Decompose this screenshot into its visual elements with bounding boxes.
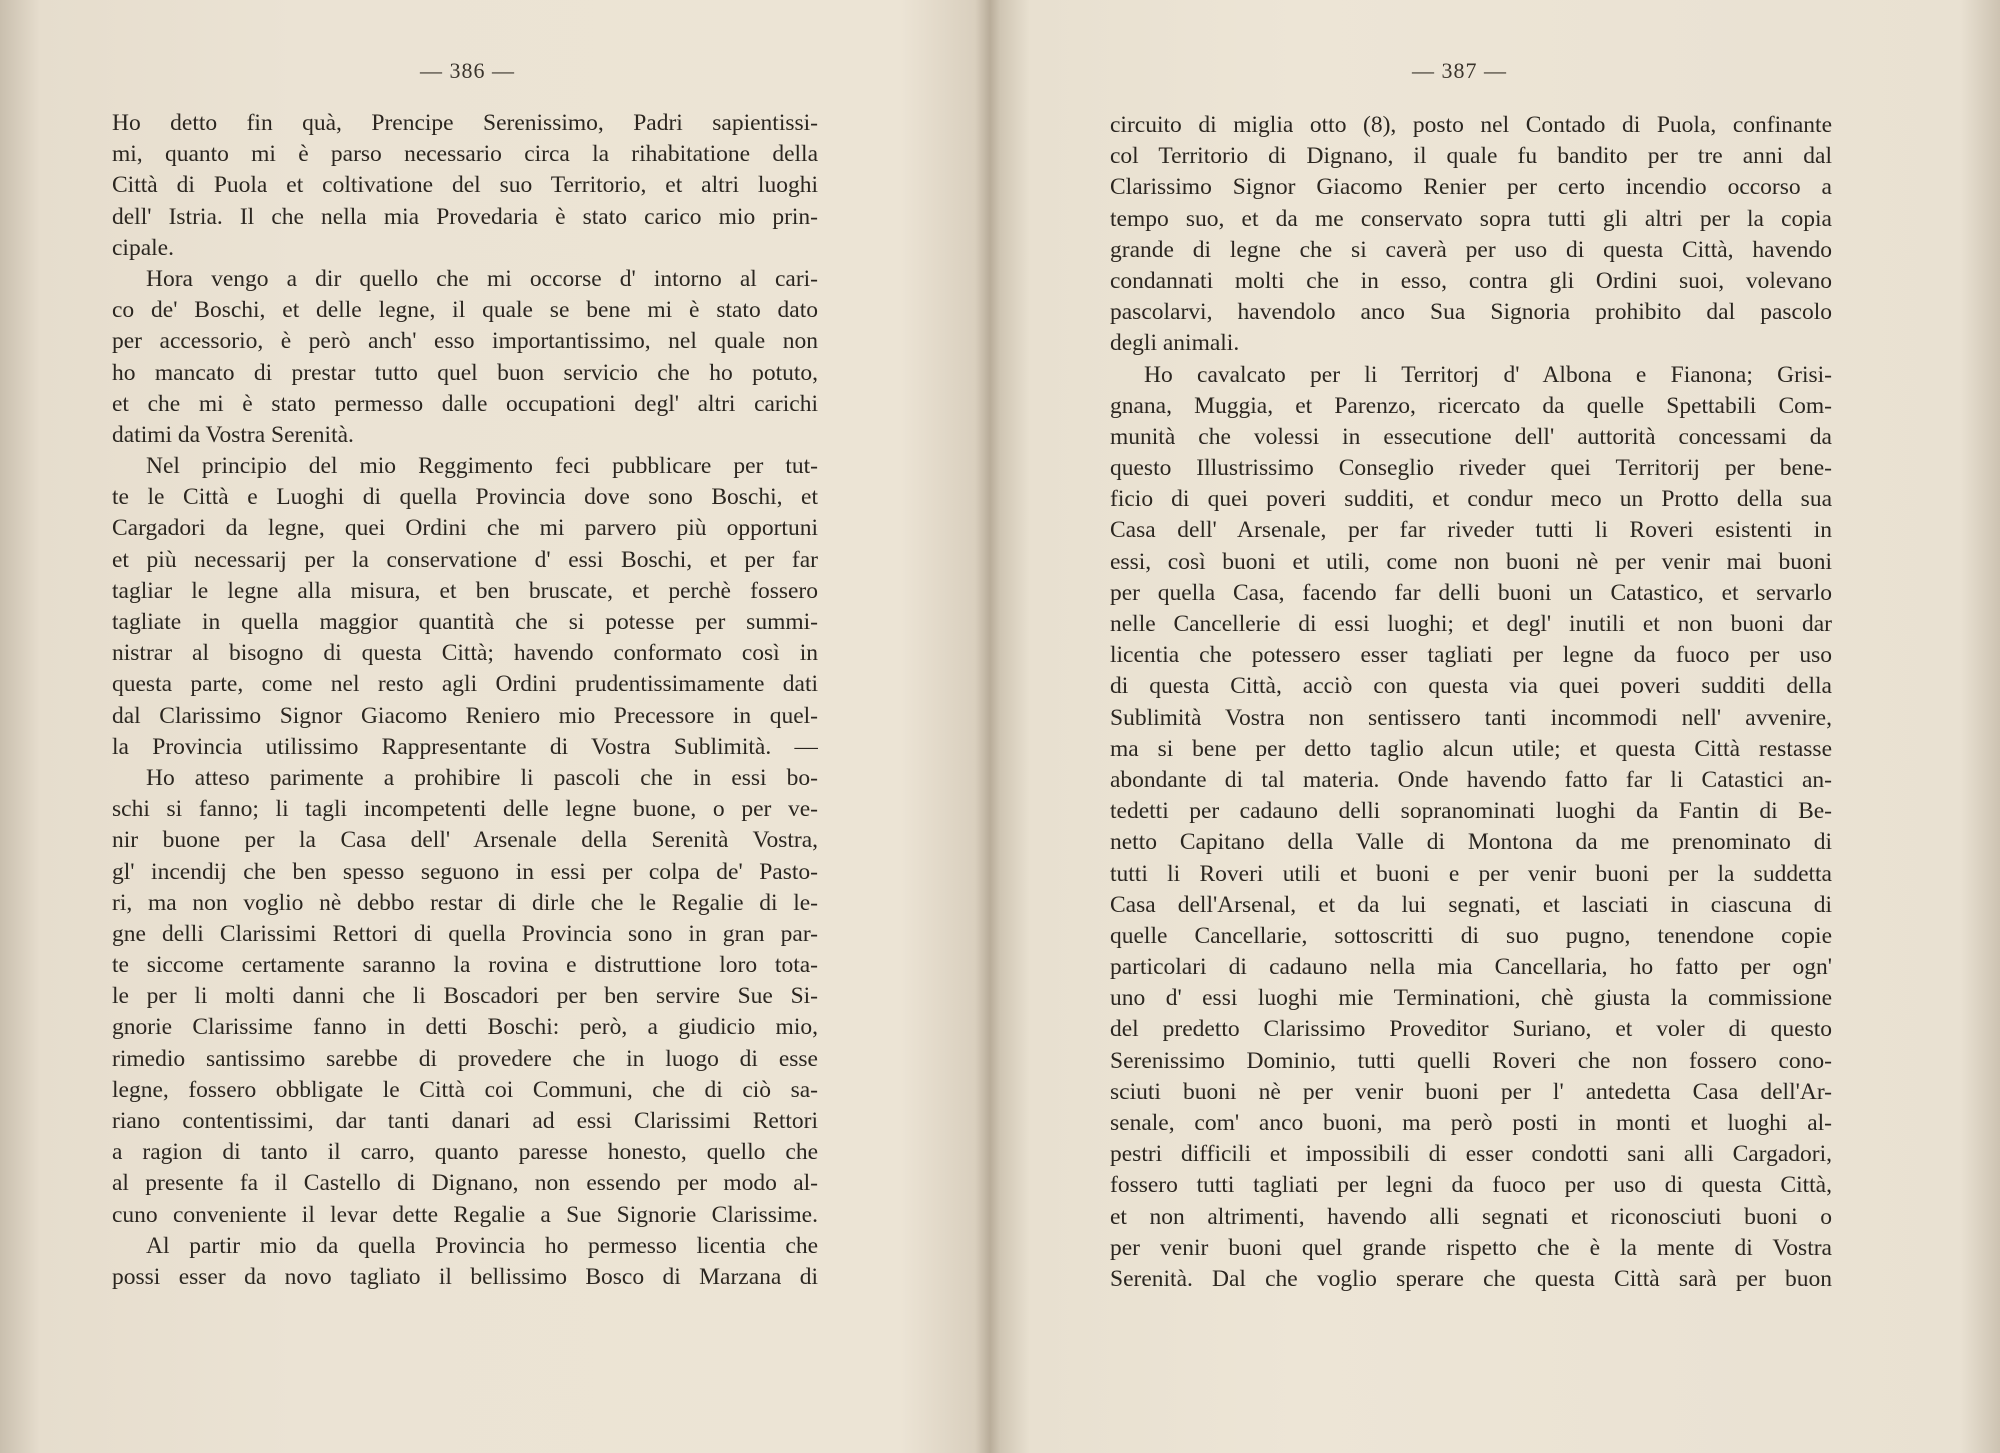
text-line: nelle Cancellerie di essi luoghi; et degl' inutili et non buoni dar [1110, 611, 1832, 637]
text-line: Casa dell' Arsenale, per far riveder tutti li Roveri esistenti in [1110, 517, 1832, 544]
text-line: tutti li Roveri utili et buoni e per venir buoni per la suddetta [1110, 860, 1832, 887]
text-line: cipale. [112, 234, 174, 261]
text-line: Clarissimo Signor Giacomo Renier per certo incendio occorso a [1110, 174, 1832, 201]
text-line: la Provincia utilissimo Rappresentante di Vostra Sublimità. — [112, 733, 818, 760]
text-line: fossero tutti tagliati per legni da fuoco per uso di questa Città, [1110, 1172, 1832, 1199]
text-line: ri, ma non voglio nè debbo restar di dirle che le Regalie di le- [112, 889, 818, 916]
text-line: Hora vengo a dir quello che mi occorse d' intorno al cari- [146, 265, 818, 292]
text-line: essi, così buoni et utili, come non buoni nè per venir mai buoni [1110, 548, 1832, 575]
text-line: ma si bene per detto taglio alcun utile; et questa Città restasse [1110, 735, 1832, 762]
text-line: Ho cavalcato per li Territorj d' Albona e Fianona; Grisi- [1144, 361, 1832, 388]
text-line: possi esser da novo tagliato il bellissimo Bosco di Marzana di [112, 1263, 818, 1290]
page-number-left: — 386 — [420, 58, 515, 83]
text-line: Città di Puola et coltivatione del suo Territorio, et altri luoghi [112, 172, 818, 199]
text-line: legne, fossero obbligate le Città coi Communi, che di ciò sa- [112, 1076, 818, 1103]
text-line: tedetti per cadauno delli sopranominati luoghi da Fantin di Be- [1110, 798, 1832, 825]
text-line: pascolarvi, havendolo anco Sua Signoria prohibito dal pascolo [1110, 299, 1832, 326]
text-line: grande di legne che si caverà per uso di questa Città, havendo [1110, 236, 1832, 263]
text-line: co de' Boschi, et delle legne, il quale se bene mi è stato dato [112, 297, 818, 324]
text-line: rimedio santissimo sarebbe di provedere che in luogo di esse [112, 1045, 818, 1072]
text-line: te siccome certamente saranno la rovina e distruttione loro tota- [112, 952, 818, 979]
text-line: questo Illustrissimo Conseglio riveder quei Territorij per bene- [1110, 455, 1832, 482]
page-number-right: — 387 — [1412, 58, 1507, 83]
text-line: riano contentissimi, dar tanti danari ad essi Clarissimi Rettori [112, 1108, 818, 1134]
text-line: gnana, Muggia, et Parenzo, ricercato da quelle Spettabili Com- [1110, 392, 1832, 419]
text-line: gnorie Clarissime fanno in detti Boschi: però, a giudicio mio, [112, 1014, 818, 1041]
text-line: Cargadori da legne, quei Ordini che mi parvero più opportuni [112, 515, 818, 542]
text-line: per accessorio, è però anch' esso importantissimo, nel quale non [112, 328, 818, 355]
text-line: particolari di cadauno nella mia Cancellaria, ho fatto per ogn' [1110, 954, 1832, 981]
text-line: Al partir mio da quella Provincia ho permesso licentia che [146, 1232, 818, 1259]
text-line: et non altrimenti, havendo alli segnati et riconosciuti buoni o [1110, 1203, 1832, 1230]
text-line: col Territorio di Dignano, il quale fu bandito per tre anni dal [1110, 143, 1832, 170]
text-line: ho mancato di prestar tutto quel buon servicio che ho potuto, [112, 359, 818, 386]
text-line: et che mi è stato permesso dalle occupationi degl' altri carichi [112, 390, 818, 417]
text-line: per quella Casa, facendo far delli buoni un Catastico, et servarlo [1110, 579, 1832, 606]
text-line: nir buone per la Casa dell' Arsenale della Serenità Vostra, [112, 827, 818, 854]
text-line: dal Clarissimo Signor Giacomo Reniero mio Precessore in quel- [112, 702, 818, 729]
text-line: datimi da Vostra Serenità. [112, 421, 354, 448]
text-line: schi si fanno; li tagli incompetenti delle legne buone, o per ve- [112, 796, 818, 823]
text-line: tempo suo, et da me conservato sopra tutti gli altri per la copia [1110, 205, 1832, 232]
left-page [0, 0, 990, 1453]
text-line: Serenità. Dal che voglio sperare che questa Città sarà per buon [1110, 1265, 1832, 1292]
text-line: Sublimità Vostra non sentissero tanti incommodi nell' avvenire, [1110, 704, 1832, 731]
text-line: circuito di miglia otto (8), posto nel Contado di Puola, confinante [1110, 112, 1832, 138]
text-line: gl' incendij che ben spesso seguono in essi per colpa de' Pasto- [112, 858, 818, 885]
text-line: nistrar al bisogno di questa Città; havendo conformato così in [112, 640, 818, 667]
text-line: pestri difficili et impossibili di esser condotti sani alli Cargadori, [1110, 1141, 1832, 1168]
text-line: condannati molti che in esso, contra gli Ordini suoi, volevano [1110, 267, 1832, 294]
text-line: licentia che potessero esser tagliati per legne da fuoco per uso [1110, 642, 1832, 669]
text-line: gne delli Clarissimi Rettori di quella Provincia sono in gran par- [112, 920, 818, 947]
text-line: mi, quanto mi è parso necessario circa la rihabitatione della [112, 141, 818, 168]
text-line: Ho detto fin quà, Prencipe Serenissimo, Padri sapientissi- [112, 110, 818, 136]
text-line: Ho atteso parimente a prohibire li pascoli che in essi bo- [146, 764, 818, 791]
text-line: cuno conveniente il levar dette Regalie a Sue Signorie Clarissime. [112, 1201, 818, 1228]
text-line: Serenissimo Dominio, tutti quelli Roveri che non fossero cono- [1110, 1047, 1832, 1074]
text-line: le per li molti danni che li Boscadori per ben servire Sue Si- [112, 983, 818, 1010]
text-line: te le Città e Luoghi di quella Provincia dove sono Boschi, et [112, 484, 818, 511]
text-line: munità che volessi in essecutione dell' auttorità concessami da [1110, 423, 1832, 450]
text-line: tagliate in quella maggior quantità che si potesse per summi- [112, 609, 818, 635]
text-line: degli animali. [1110, 330, 1240, 357]
text-line: et più necessarij per la conservatione d' essi Boschi, et per far [112, 546, 818, 573]
text-line: tagliar le legne alla misura, et ben bruscate, et perchè fossero [112, 577, 818, 604]
text-line: ficio di quei poveri sudditi, et condur meco un Protto della sua [1110, 486, 1832, 513]
text-line: sciuti buoni nè per venir buoni per l' antedetta Casa dell'Ar- [1110, 1078, 1832, 1105]
text-line: Casa dell'Arsenal, et da lui segnati, et lasciati in ciascuna di [1110, 891, 1832, 918]
text-line: per venir buoni quel grande rispetto che è la mente di Vostra [1110, 1234, 1832, 1261]
text-line: quelle Cancellarie, sottoscritti di suo pugno, tenendone copie [1110, 922, 1832, 949]
text-line: del predetto Clarissimo Proveditor Suriano, et voler di questo [1110, 1016, 1832, 1043]
right-page [1000, 0, 2000, 1453]
text-line: uno d' essi luoghi mie Terminationi, chè giusta la commissione [1110, 985, 1832, 1012]
text-line: senale, com' anco buoni, ma però posti in monti et luoghi al- [1110, 1110, 1832, 1136]
left-page-text [112, 108, 818, 1293]
text-line: questa parte, come nel resto agli Ordini prudentissimamente dati [112, 671, 818, 698]
text-line: a ragion di tanto il carro, quanto paresse honesto, quello che [112, 1139, 818, 1166]
text-line: abondante di tal materia. Onde havendo fatto far li Catastici an- [1110, 766, 1832, 793]
text-line: netto Capitano della Valle di Montona da me prenominato di [1110, 829, 1832, 856]
text-line: al presente fa il Castello di Dignano, non essendo per modo al- [112, 1170, 818, 1197]
text-line: di questa Città, acciò con questa via quei poveri sudditi della [1110, 673, 1832, 700]
text-line: dell' Istria. Il che nella mia Provedaria è stato carico mio prin- [112, 203, 818, 230]
right-page-text [1110, 110, 1832, 1295]
text-line: Nel principio del mio Reggimento feci pubblicare per tut- [146, 453, 818, 480]
